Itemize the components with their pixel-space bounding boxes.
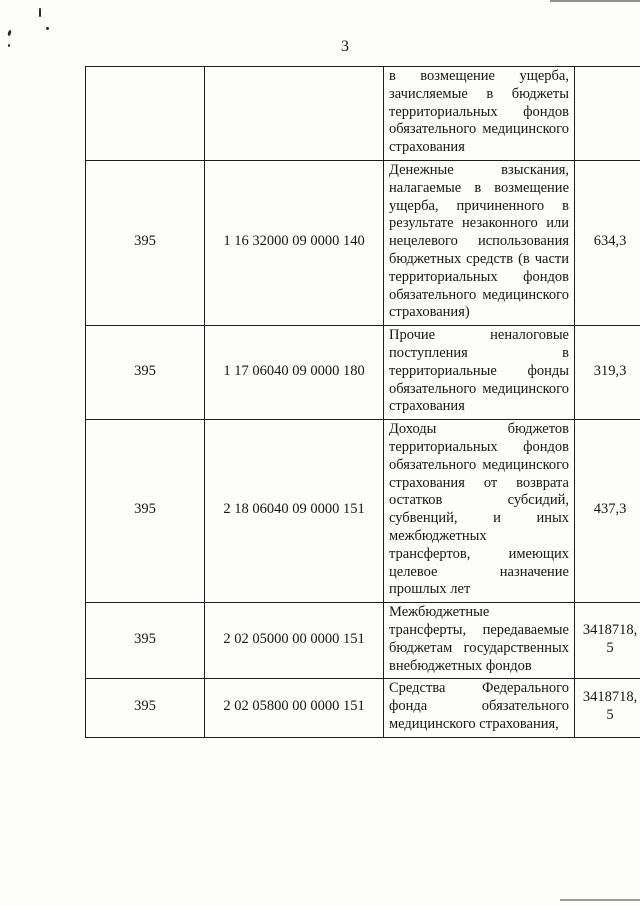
classification-code-cell: 2 02 05000 00 0000 151: [205, 603, 384, 679]
income-description-cell: Денежные взыскания, налагаемые в возмещение ущерба, причиненного в результате незаконного или нецелевого использования бюджетных средств (в части территориальных фондов обязательного медицинского страхования): [384, 160, 575, 325]
classification-code-cell: 2 02 05800 00 0000 151: [205, 679, 384, 737]
amount-cell: 634,3: [575, 160, 640, 325]
budget-revenue-table: [85, 66, 640, 738]
administrator-code-cell: 395: [86, 326, 205, 420]
scan-artifact: [550, 0, 640, 2]
administrator-code-cell: 395: [86, 420, 205, 603]
amount-cell: 3418718,5: [575, 603, 640, 679]
administrator-code-cell: 395: [86, 603, 205, 679]
amount-cell: 437,3: [575, 420, 640, 603]
classification-code-cell: 1 17 06040 09 0000 180: [205, 326, 384, 420]
amount-cell: 319,3: [575, 326, 640, 420]
classification-code-cell: 1 16 32000 09 0000 140: [205, 160, 384, 325]
income-description-cell: Прочие неналоговые поступления в территориальные фонды обязательного медицинского страхования: [384, 326, 575, 420]
table-row: [86, 679, 640, 737]
income-description-cell: в возмещение ущерба, зачисляемые в бюджеты территориальных фондов обязательного медицинского страхования: [384, 67, 575, 161]
table-row: [86, 160, 640, 325]
table-row: [86, 420, 640, 603]
table-row: [86, 67, 640, 161]
budget-table-body: [86, 67, 640, 738]
table-row: [86, 603, 640, 679]
scan-artifact: [7, 30, 12, 37]
scan-artifact: [46, 27, 49, 30]
scan-artifact: [560, 899, 640, 901]
scan-artifact: [39, 8, 41, 17]
table-row: [86, 326, 640, 420]
classification-code-cell: [205, 67, 384, 161]
classification-code-cell: 2 18 06040 09 0000 151: [205, 420, 384, 603]
page-number: 3: [341, 38, 349, 55]
administrator-code-cell: 395: [86, 160, 205, 325]
amount-cell: [575, 67, 640, 161]
income-description-cell: Средства Федерального фонда обязательного медицинского страхования,: [384, 679, 575, 737]
income-description-cell: Доходы бюджетов территориальных фондов обязательного медицинского страхования от возврата остатков субсидий, субвенций, и иных межбюджетных трансфертов, имеющих целевое назначение прошлых лет: [384, 420, 575, 603]
administrator-code-cell: 395: [86, 679, 205, 737]
administrator-code-cell: [86, 67, 205, 161]
amount-cell: 3418718,5: [575, 679, 640, 737]
income-description-cell: Межбюджетные трансферты, передаваемые бюджетам государственных внебюджетных фондов: [384, 603, 575, 679]
